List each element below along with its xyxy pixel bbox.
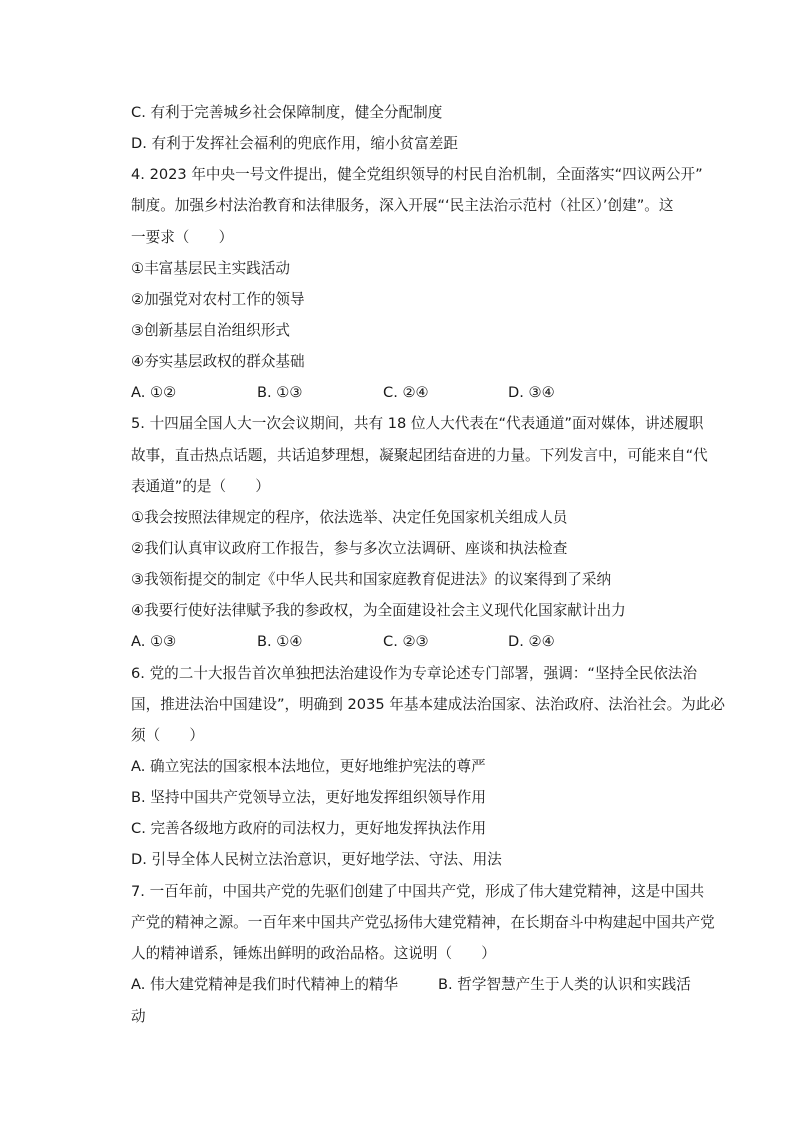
q6-option-d: D. 引导全体人民树立法治意识，更好地学法、守法、用法 xyxy=(131,851,502,868)
q4-stem-line-3: 一要求（ ） xyxy=(131,229,234,246)
q5-option-d: D. ②④ xyxy=(508,633,555,650)
q5-stem-line-2: 故事，直击热点话题，共话追梦理想，凝聚起团结奋进的力量。下列发言中，可能来自“代 xyxy=(131,447,708,464)
q5-stem-line-1: 5. 十四届全国人大一次会议期间，共有 18 位人大代表在“代表通道”面对媒体，讲述履职 xyxy=(131,415,704,432)
q7-stem-line-2: 产党的精神之源。一百年来中国共产党弘扬伟大建党精神，在长期奋斗中构建起中国共产党 xyxy=(131,914,715,931)
q5-option-c: C. ②③ xyxy=(383,633,429,650)
q7-option-b-wrap: 动 xyxy=(131,1008,146,1025)
q6-stem-line-1: 6. 党的二十大报告首次单独把法治建设作为专章论述专门部署，强调：“坚持全民依法治 xyxy=(131,665,698,682)
q4-item-4: ④夯实基层政权的群众基础 xyxy=(131,353,305,370)
q6-option-c: C. 完善各级地方政府的司法权力，更好地发挥执法作用 xyxy=(131,820,487,837)
q4-stem-line-2: 制度。加强乡村法治教育和法律服务，深入开展“‘民主法治示范村（社区）’创建”。这 xyxy=(131,197,674,214)
q7-stem-line-1: 7. 一百年前，中国共产党的先驱们创建了中国共产党，形成了伟大建党精神，这是中国共 xyxy=(131,883,705,900)
q7-option-b: B. 哲学智慧产生于人类的认识和实践活 xyxy=(438,976,691,993)
q3-option-d: D. 有利于发挥社会福利的兜底作用，缩小贫富差距 xyxy=(131,135,458,152)
q4-option-b: B. ①③ xyxy=(257,384,303,401)
q7-option-a: A. 伟大建党精神是我们时代精神上的精华 xyxy=(131,976,399,993)
q5-option-b: B. ①④ xyxy=(257,633,303,650)
q6-option-b: B. 坚持中国共产党领导立法，更好地发挥组织领导作用 xyxy=(131,789,486,806)
q4-item-3: ③创新基层自治组织形式 xyxy=(131,322,291,339)
q4-option-a: A. ①② xyxy=(131,384,177,401)
q6-option-a: A. 确立宪法的国家根本法地位，更好地维护宪法的尊严 xyxy=(131,758,486,775)
q6-stem-line-3: 须（ ） xyxy=(131,727,204,744)
q4-option-d: D. ③④ xyxy=(508,384,555,401)
q7-stem-line-3: 人的精神谱系，锤炼出鲜明的政治品格。这说明（ ） xyxy=(131,945,496,962)
q5-item-2: ②我们认真审议政府工作报告，参与多次立法调研、座谈和执法检查 xyxy=(131,540,568,557)
q5-stem-line-3: 表通道”的是（ ） xyxy=(131,478,270,495)
q5-option-a: A. ①③ xyxy=(131,633,177,650)
q4-item-1: ①丰富基层民主实践活动 xyxy=(131,260,291,277)
q5-item-1: ①我会按照法律规定的程序，依法选举、决定任免国家机关组成人员 xyxy=(131,509,568,526)
q5-item-4: ④我要行使好法律赋予我的参政权，为全面建设社会主义现代化国家献计出力 xyxy=(131,602,626,619)
q4-option-c: C. ②④ xyxy=(383,384,429,401)
q6-stem-line-2: 国，推进法治中国建设”，明确到 2035 年基本建成法治国家、法治政府、法治社会。为此必 xyxy=(131,696,725,713)
q5-item-3: ③我领衔提交的制定《中华人民共和国家庭教育促进法》的议案得到了采纳 xyxy=(131,571,612,588)
q3-option-c: C. 有利于完善城乡社会保障制度，健全分配制度 xyxy=(131,104,443,121)
q4-item-2: ②加强党对农村工作的领导 xyxy=(131,291,305,308)
q4-stem-line-1: 4. 2023 年中央一号文件提出，健全党组织领导的村民自治机制，全面落实“四议两公开” xyxy=(131,166,703,183)
